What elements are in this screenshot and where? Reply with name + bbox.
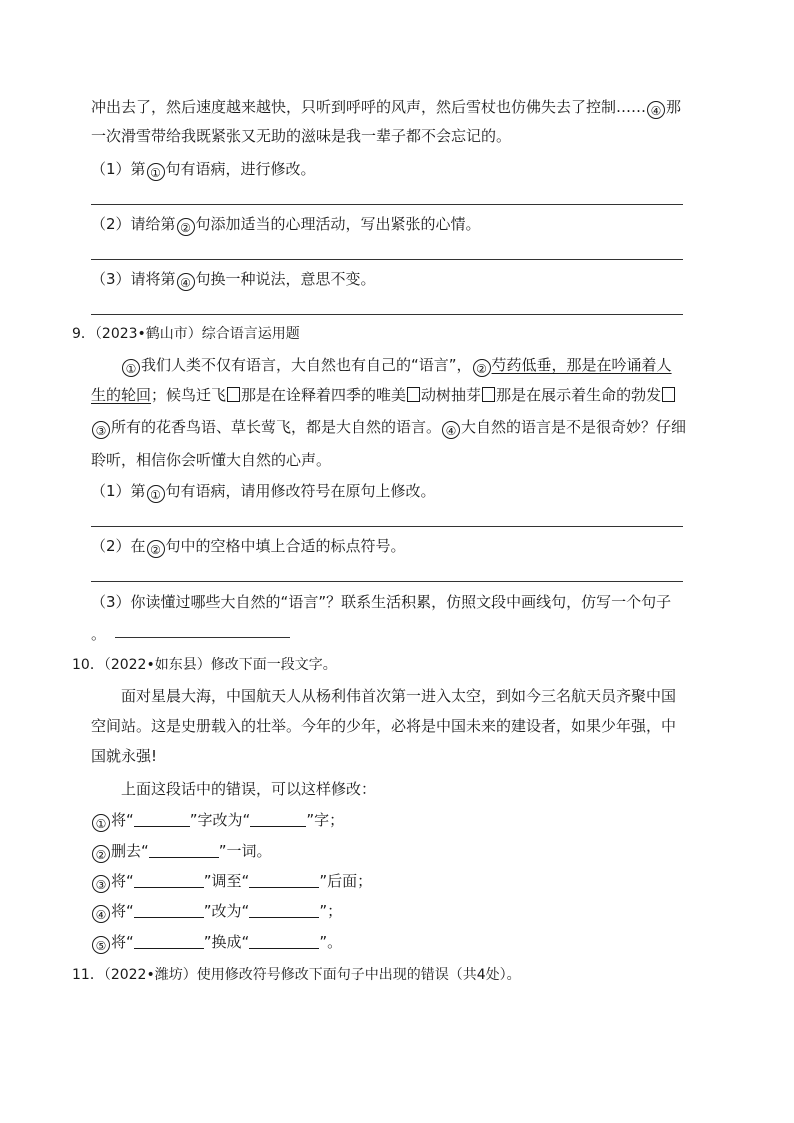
circled-number: ② bbox=[177, 218, 195, 236]
fill-blank[interactable] bbox=[149, 843, 219, 858]
answer-line[interactable] bbox=[91, 581, 683, 582]
question-source: （2023•鹤山市）综合语言运用题 bbox=[94, 326, 300, 342]
circled-number: ① bbox=[147, 163, 165, 181]
sub-question: （1）第 ① 句有语病，进行修改。 bbox=[91, 160, 316, 180]
passage-line: 空间站。这是史册载入的壮举。今年的少年，必将是中国未来的建设者，如果少年强，中 bbox=[91, 717, 677, 735]
question-text: （2022•潍坊）使用修改符号修改下面句子中出现的错误（共4处）。 bbox=[103, 967, 521, 983]
sub-question: （3）你读懂过哪些大自然的“语言”？联系生活积累，仿照文段中画线句，仿写一个句子 bbox=[91, 593, 672, 611]
circled-number: ③ bbox=[92, 421, 110, 439]
answer-line[interactable] bbox=[91, 526, 683, 527]
circled-number: ④ bbox=[92, 905, 110, 923]
fill-blank[interactable] bbox=[134, 812, 190, 827]
question-number: 11． bbox=[72, 967, 104, 983]
answer-line[interactable] bbox=[91, 204, 683, 205]
answer-line[interactable] bbox=[91, 259, 683, 260]
fill-blank[interactable] bbox=[249, 873, 319, 888]
sub-question: （2）在 ② 句中的空格中填上合适的标点符号。 bbox=[91, 537, 406, 557]
blank-box[interactable] bbox=[407, 387, 420, 402]
passage-line: 聆听，相信你会听懂大自然的心声。 bbox=[91, 451, 332, 469]
fix-item: ② 删去“ ”一词。 bbox=[91, 841, 272, 863]
passage-line: 一次滑雪带给我既紧张又无助的滋味是我一辈子都不会忘记的。 bbox=[91, 127, 512, 145]
circled-number: ⑤ bbox=[92, 936, 110, 954]
circled-number: ④ bbox=[442, 421, 460, 439]
sub-question: （3）请将第 ④ 句换一种说法，意思不变。 bbox=[91, 270, 376, 290]
circled-number: ② bbox=[92, 845, 110, 863]
sub-question: （2）请给第 ② 句添加适当的心理活动，写出紧张的心情。 bbox=[91, 215, 481, 235]
blank-box[interactable] bbox=[227, 387, 240, 402]
question-header bbox=[72, 655, 337, 675]
passage-line: 冲出去了，然后速度越来越快，只听到呼呼的风声，然后雪杖也仿佛失去了控制…… ④ 那 bbox=[91, 98, 682, 118]
fill-blank[interactable] bbox=[249, 903, 319, 918]
question-number: 10． bbox=[72, 657, 104, 673]
blank-box[interactable] bbox=[482, 387, 495, 402]
sub-question-end: 。 bbox=[91, 625, 107, 643]
fill-blank[interactable] bbox=[134, 873, 204, 888]
circled-number: ① bbox=[122, 359, 140, 377]
sub-question: （1）第 ① 句有语病，请用修改符号在原句上修改。 bbox=[91, 482, 436, 502]
fix-item: ③ 将“ ”调至“ ”后面； bbox=[91, 871, 372, 893]
answer-line[interactable] bbox=[115, 637, 290, 638]
fix-item: ④ 将“ ”改为“ ”； bbox=[91, 901, 342, 923]
fix-item: ⑤ 将“ ”换成“ ”。 bbox=[91, 932, 342, 954]
fill-blank[interactable] bbox=[134, 903, 204, 918]
passage-line: ③ 所有的花香鸟语、草长莺飞，都是大自然的语言。 ④ 大自然的语言是不是很奇妙？仔细 bbox=[91, 417, 686, 439]
question-source: （2022•如东县）修改下面一段文字。 bbox=[103, 657, 337, 673]
underlined-sentence: 芍药低垂，那是在吟诵着人 bbox=[491, 356, 672, 374]
question-header bbox=[72, 965, 521, 985]
fill-blank[interactable] bbox=[250, 812, 306, 827]
circled-number: ② bbox=[147, 540, 165, 558]
instruction: 上面这段话中的错误，可以这样修改： bbox=[121, 780, 377, 798]
circled-number: ② bbox=[473, 359, 491, 377]
question-header bbox=[72, 324, 300, 344]
passage-line: 面对星晨大海，中国航天人从杨利伟首次第一进入太空，到如今三名航天员齐聚中国 bbox=[121, 687, 677, 705]
passage-line: 生的轮回；候鸟迁飞 那是在诠释着四季的唯美 动树抽芽 那是在展示着生命的勃发 bbox=[91, 385, 676, 405]
circled-number: ④ bbox=[647, 101, 665, 119]
circled-number: ③ bbox=[92, 875, 110, 893]
circled-number: ① bbox=[92, 814, 110, 832]
circled-number: ④ bbox=[177, 273, 195, 291]
fill-blank[interactable] bbox=[249, 934, 319, 949]
fix-item: ① 将“ ”字改为“ ”字； bbox=[91, 810, 344, 832]
blank-box[interactable] bbox=[662, 387, 675, 402]
question-number: 9． bbox=[72, 326, 95, 342]
passage-line: 国就永强! bbox=[91, 747, 158, 765]
answer-line[interactable] bbox=[91, 314, 683, 315]
circled-number: ① bbox=[147, 485, 165, 503]
underlined-sentence: 生的轮回 bbox=[91, 386, 152, 404]
fill-blank[interactable] bbox=[134, 934, 204, 949]
passage-line: ① 我们人类不仅有语言，大自然也有自己的“语言”， ② 芍药低垂，那是在吟诵着人 bbox=[121, 355, 672, 377]
